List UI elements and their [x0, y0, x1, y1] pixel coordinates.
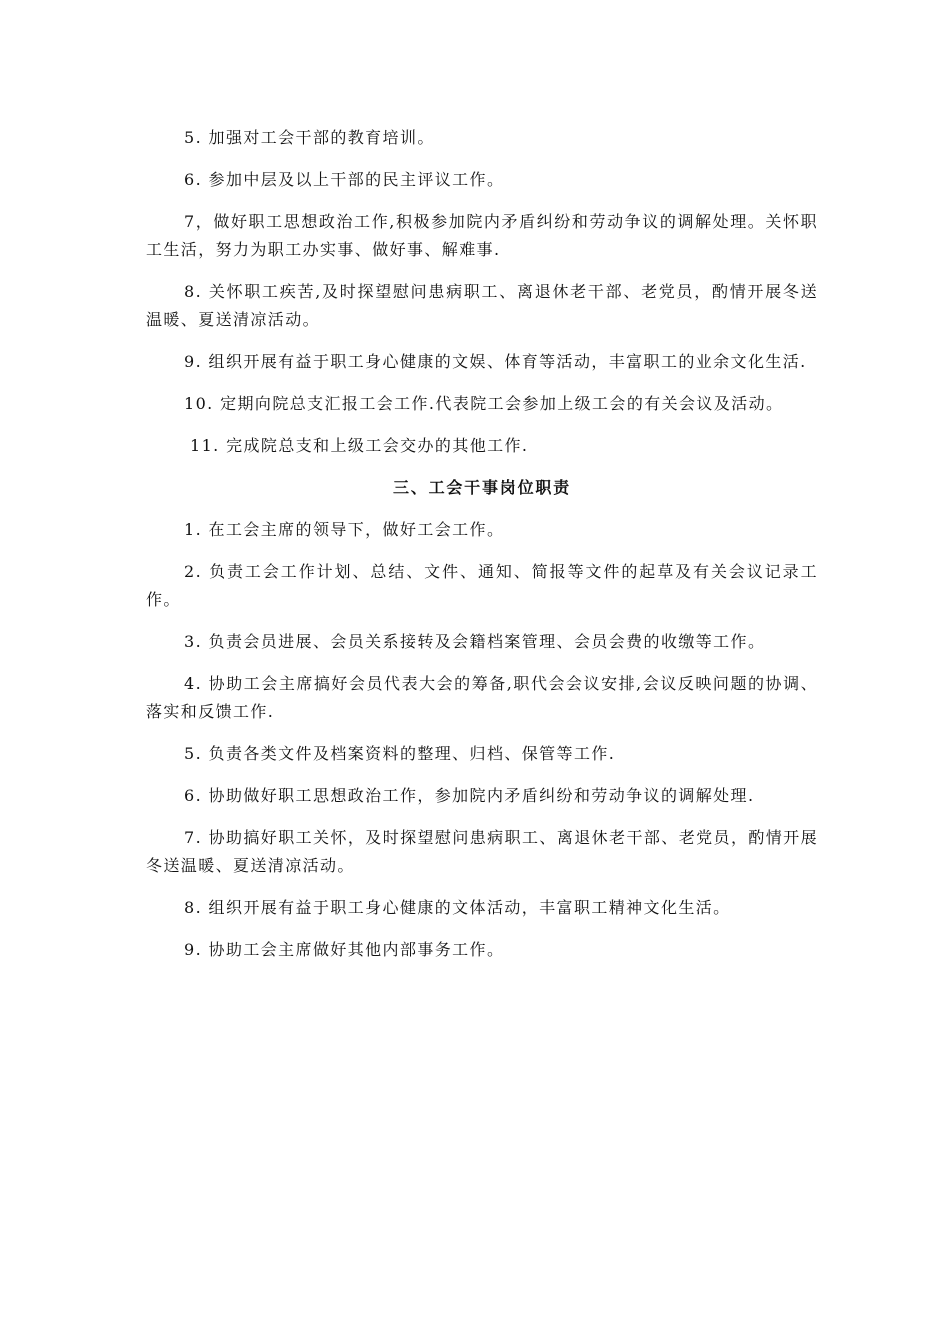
section-heading: 三、工会干事岗位职责	[392, 478, 571, 497]
duty-item-6: 6. 参加中层及以上干部的民主评议工作。	[184, 170, 505, 189]
officer-duty-item-9: 9. 协助工会主席做好其他内部事务工作。	[184, 940, 505, 959]
officer-duty-item-2: 2. 负责工会工作计划、总结、文件、通知、简报等文件的起草及有关会议记录工作。	[146, 562, 818, 609]
duty-item-11: 11. 完成院总支和上级工会交办的其他工作.	[190, 436, 529, 455]
document-body	[146, 124, 818, 978]
officer-duty-item-7: 7. 协助搞好职工关怀，及时探望慰问患病职工、离退休老干部、老党员，酌情开展冬送温暖、夏送清凉活动。	[146, 828, 818, 875]
officer-duty-item-1: 1. 在工会主席的领导下，做好工会工作。	[184, 520, 505, 539]
officer-duty-item-4: 4. 协助工会主席搞好会员代表大会的筹备,职代会会议安排,会议反映问题的协调、落实和反馈工作.	[146, 674, 818, 721]
duty-item-10: 10. 定期向院总支汇报工会工作.代表院工会参加上级工会的有关会议及活动。	[184, 394, 784, 413]
officer-duty-item-6: 6. 协助做好职工思想政治工作，参加院内矛盾纠纷和劳动争议的调解处理.	[184, 786, 755, 805]
duty-item-9: 9. 组织开展有益于职工身心健康的文娱、体育等活动，丰富职工的业余文化生活.	[184, 352, 807, 371]
officer-duty-item-8: 8. 组织开展有益于职工身心健康的文体活动，丰富职工精神文化生活。	[184, 898, 731, 917]
officer-duty-item-3: 3. 负责会员进展、会员关系接转及会籍档案管理、会员会费的收缴等工作。	[184, 632, 766, 651]
officer-duty-item-5: 5. 负责各类文件及档案资料的整理、归档、保管等工作.	[184, 744, 616, 763]
duty-item-5: 5. 加强对工会干部的教育培训。	[184, 128, 435, 147]
duty-item-8: 8. 关怀职工疾苦,及时探望慰问患病职工、离退休老干部、老党员，酌情开展冬送温暖、夏送清凉活动。	[146, 282, 818, 329]
duty-item-7: 7，做好职工思想政治工作,积极参加院内矛盾纠纷和劳动争议的调解处理。关怀职工生活，努力为职工办实事、做好事、解难事.	[146, 212, 818, 259]
